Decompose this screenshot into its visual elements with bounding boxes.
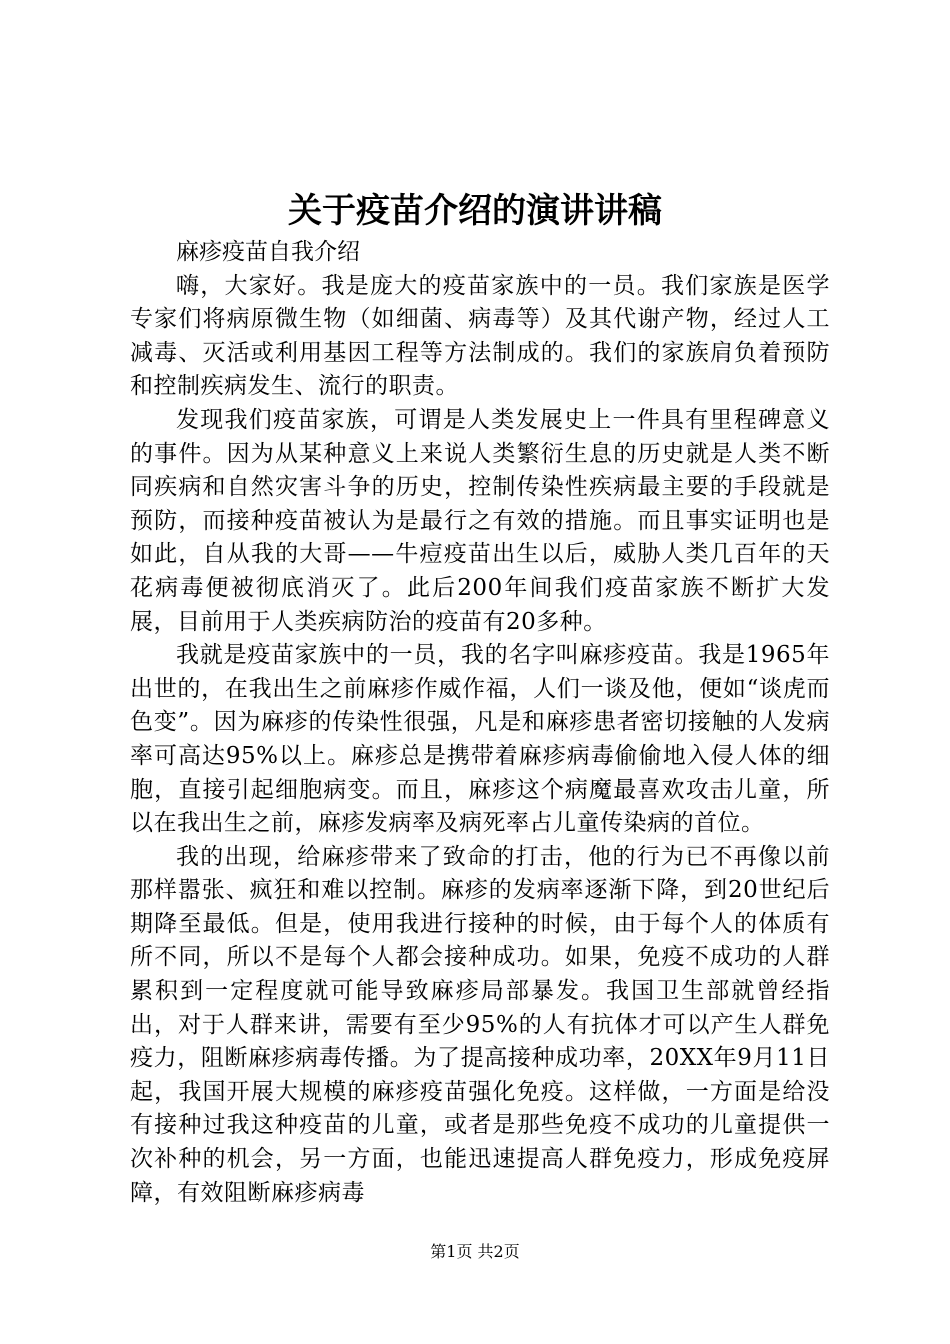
paragraph: 我就是疫苗家族中的一员，我的名字叫麻疹疫苗。我是1965年出世的，在我出生之前麻疹作威作福，人们一谈及他，便如“谈虎而色变”。因为麻疹的传染性很强，凡是和麻疹患者密切接触的人发病率可高达95%以上。麻疹总是携带着麻疹病毒偷偷地入侵人体的细胞，直接引起细胞病变。而且，麻疹这个病魔最喜欢攻击儿童，所以在我出生之前，麻疹发病率及病死率占儿童传染病的首位。 [130,642,830,837]
document-body [130,236,830,1210]
paragraph: 我的出现，给麻疹带来了致命的打击，他的行为已不再像以前那样嚣张、疯狂和难以控制。麻疹的发病率逐渐下降，到20世纪后期降至最低。但是，使用我进行接种的时候，由于每个人的体质有所不同，所以不是每个人都会接种成功。如果，免疫不成功的人群累积到一定程度就可能导致麻疹局部暴发。我国卫生部就曾经指出，对于人群来讲，需要有至少95%的人有抗体才可以产生人群免疫力，阻断麻疹病毒传播。为了提高接种成功率，20XX年9月11日起，我国开展大规模的麻疹疫苗强化免疫。这样做，一方面是给没有接种过我这种疫苗的儿童，或者是那些免疫不成功的儿童提供一次补种的机会，另一方面，也能迅速提高人群免疫力，形成免疫屏障，有效阻断麻疹病毒 [130,843,830,1206]
paragraph: 发现我们疫苗家族，可谓是人类发展史上一件具有里程碑意义的事件。因为从某种意义上来说人类繁衍生息的历史就是人类不断同疾病和自然灾害斗争的历史，控制传染性疾病最主要的手段就是预防，而接种疫苗被认为是最行之有效的措施。而且事实证明也是如此，自从我的大哥——牛痘疫苗出生以后，威胁人类几百年的天花病毒便被彻底消灭了。此后200年间我们疫苗家族不断扩大发展，目前用于人类疾病防治的疫苗有20多种。 [130,406,830,635]
page-number-footer: 第1页 共2页 [430,1242,520,1261]
document-title: 关于疫苗介绍的演讲讲稿 [288,191,662,231]
paragraph: 嗨，大家好。我是庞大的疫苗家族中的一员。我们家族是医学专家们将病原微生物（如细菌、病毒等）及其代谢产物，经过人工减毒、灭活或利用基因工程等方法制成的。我们的家族肩负着预防和控制疾病发生、流行的职责。 [130,272,830,400]
section-subheading: 麻疹疫苗自我介绍 [176,239,360,265]
